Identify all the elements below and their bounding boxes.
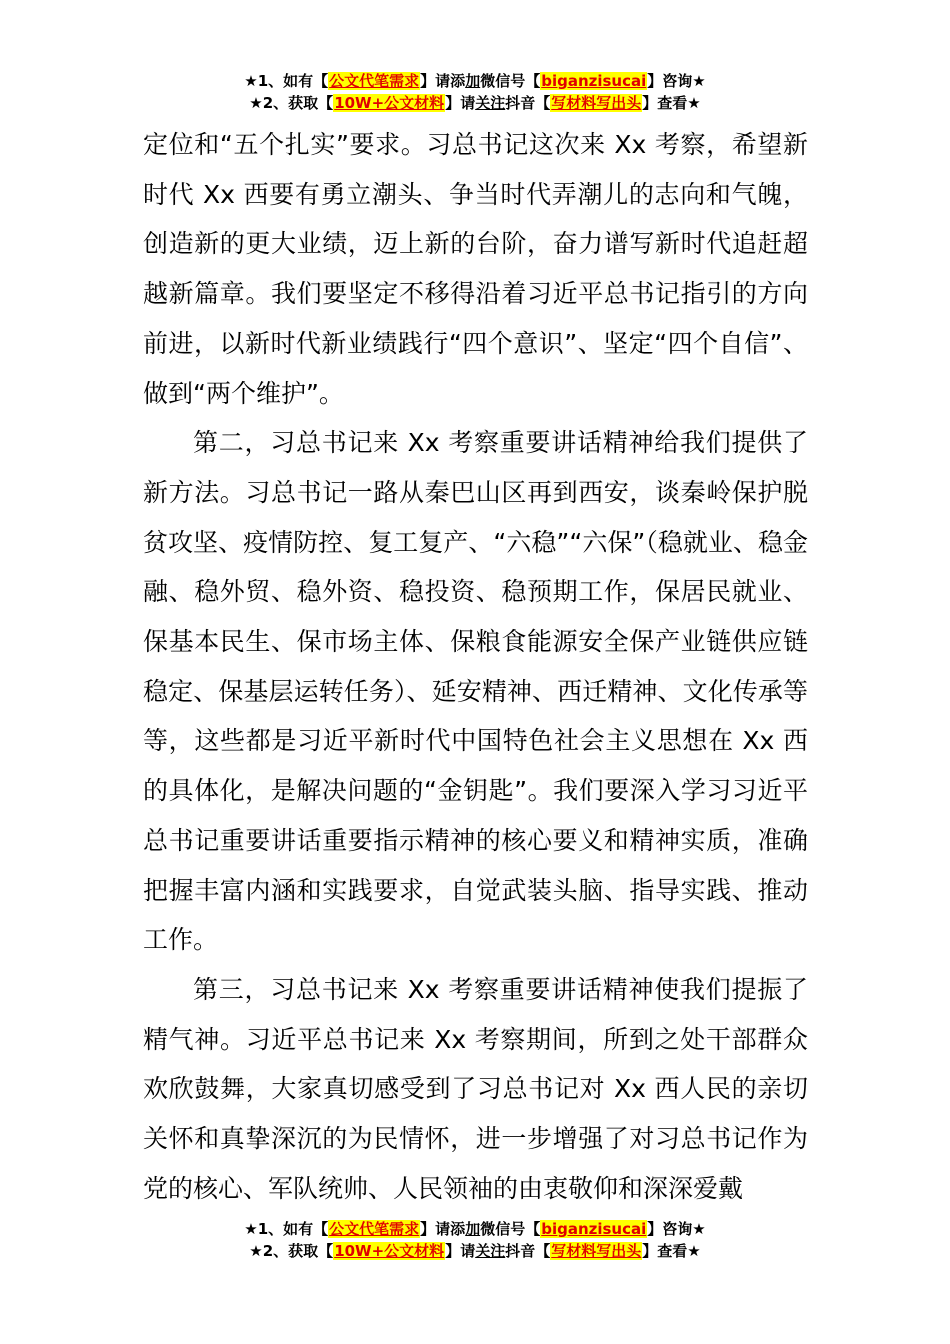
banner-highlight: 10W+公文材料 xyxy=(334,94,445,112)
banner-highlight: 公文代笔需求 xyxy=(329,1220,420,1238)
banner-douyin-id: 写材料写出头 xyxy=(551,94,642,112)
footer-line-1 xyxy=(0,1218,950,1240)
banner-highlight: 10W+公文材料 xyxy=(334,1242,445,1260)
banner-underline: 关注 xyxy=(475,1242,506,1260)
banner-text: ★2、获取【 xyxy=(249,1242,334,1260)
banner-text: 】请添 xyxy=(420,72,466,90)
banner-text: 】请 xyxy=(445,94,476,112)
document-body xyxy=(143,120,808,1213)
banner-text: 】查看★ xyxy=(642,1242,701,1260)
banner-wechat-id: biganzisucai xyxy=(541,72,647,90)
paragraph-3: 第三，习总书记来 Xx 考察重要讲话精神使我们提振了精气神。习近平总书记来 Xx 考察期间，所到之处干部群众欢欣鼓舞，大家真切感受到了习总书记对 Xx 西人民的亲切关怀和真挚深沉的为民情怀，进一步增强了对习总书记作为党的核心、军队统帅、人民领袖的由衷敬仰和深深爱戴 xyxy=(143,974,808,1203)
banner-text: 】请 xyxy=(445,1242,476,1260)
banner-text: ★1、如有【 xyxy=(244,72,329,90)
footer-banner xyxy=(0,1218,950,1262)
banner-douyin-id: 写材料写出头 xyxy=(551,1242,642,1260)
banner-text: 】查看★ xyxy=(642,94,701,112)
banner-text: 】请添 xyxy=(420,1220,466,1238)
banner-underline: 关注 xyxy=(475,94,506,112)
banner-text: 微信号【 xyxy=(480,72,541,90)
banner-text: 抖音【 xyxy=(505,1242,551,1260)
footer-line-2 xyxy=(0,1240,950,1262)
banner-text: ★2、获取【 xyxy=(249,94,334,112)
paragraph-2: 第二，习总书记来 Xx 考察重要讲话精神给我们提供了新方法。习总书记一路从秦巴山区再到西安，谈秦岭保护脱贫攻坚、疫情防控、复工复产、“六稳”“六保”（稳就业、稳金融、稳外贸、稳外资、稳投资、稳预期工作，保居民就业、保基本民生、保市场主体、保粮食能源安全保产业链供应链稳定、保基层运转任务）、延安精神、西迁精神、文化传承等等，这些都是习近平新时代中国特色社会主义思想在 Xx 西的具体化，是解决问题的“金钥匙”。我们要深入学习习近平总书记重要讲话重要指示精神的核心要义和精神实质，准确把握丰富内涵和实践要求，自觉武装头脑、指导实践、推动工作。 xyxy=(143,428,808,955)
banner-underline: 加 xyxy=(465,72,481,90)
paragraph-1: 定位和“五个扎实”要求。习总书记这次来 Xx 考察，希望新时代 Xx 西要有勇立潮头、争当时代弄潮儿的志向和气魄，创造新的更大业绩，迈上新的台阶，奋力谱写新时代追赶超越新篇章。我们要坚定不移得沿着习近平总书记指引的方向前进，以新时代新业绩践行“四个意识”、坚定“四个自信”、做到“两个维护”。 xyxy=(143,130,808,408)
banner-text: 】咨询★ xyxy=(647,1220,706,1238)
banner-line-2 xyxy=(0,92,950,114)
banner-highlight: 公文代笔需求 xyxy=(329,72,420,90)
banner-text: 微信号【 xyxy=(480,1220,541,1238)
banner-text: 】咨询★ xyxy=(647,72,706,90)
banner-text: 抖音【 xyxy=(505,94,551,112)
banner-text: ★1、如有【 xyxy=(244,1220,329,1238)
banner-underline: 加 xyxy=(465,1220,481,1238)
banner-wechat-id: biganzisucai xyxy=(541,1220,647,1238)
header-banner xyxy=(0,70,950,114)
banner-line-1 xyxy=(0,70,950,92)
